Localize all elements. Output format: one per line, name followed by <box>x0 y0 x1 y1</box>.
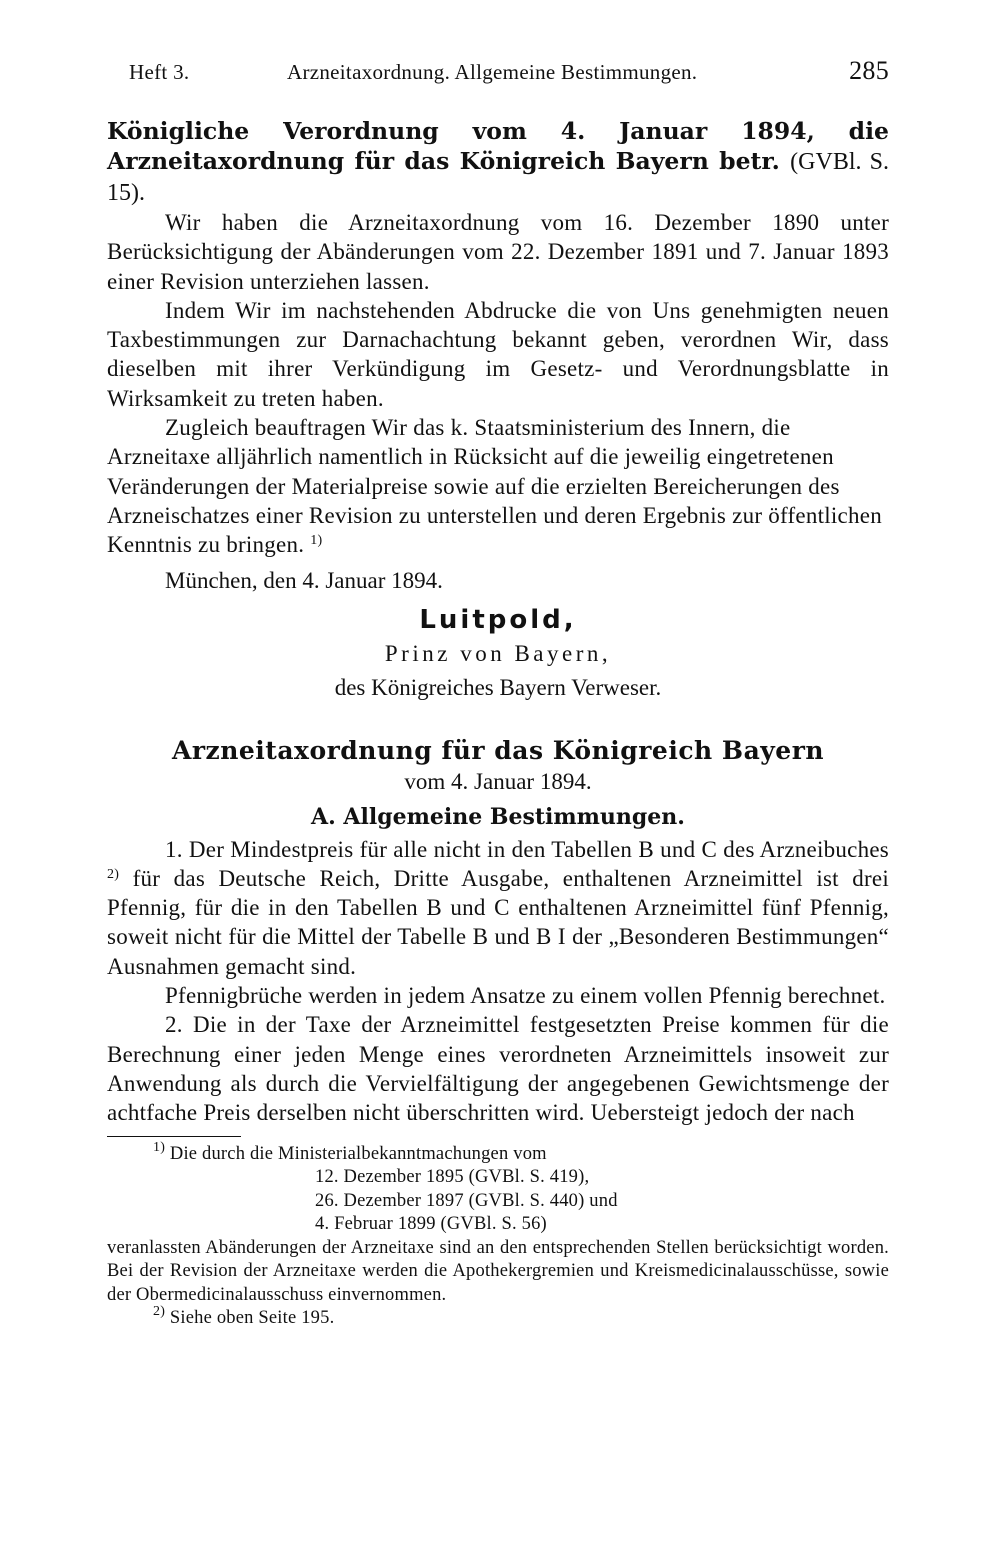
signature-title: Prinz von Bayern, <box>384 640 612 666</box>
footnote-2 <box>107 1304 889 1331</box>
decree-title <box>107 116 889 208</box>
ordinance-paragraph-3: 2. Die in der Taxe der Arzneimittel festgesetzten Preise kommen für die Berechnung einer jeden Menge eines verordneten Arzneimittels insoweit zur Anwendung als durch die Vervielfältigung der angegebenen Gewichtsmenge der achtfache Preis derselben nicht überschritten wird. Uebersteigt jedoch der nach <box>107 1012 889 1126</box>
decree-paragraph-3-text: Zugleich beauftragen Wir das k. Staatsministerium des Innern, die Arzneitaxe alljährlich namentlich in Rücksicht auf die jeweilig eingetretenen Veränderungen der Materialpreise sowie auf die erzielten Bereicherungen des Arzneischatzes einer Revision zu unterstellen und deren Ergebnis zur öffentlichen Kenntnis zu bringen. <box>107 415 882 558</box>
footnote-1-body: veranlassten Abänderungen der Arzneitaxe sind an den entsprechenden Stellen berücksichtigt worden. Bei der Revision der Arzneitaxe werden die Apothekergremien und Kreismedicinalausschüsse, sowie der Obermedicinalausschuss einvernommen. <box>107 1237 889 1305</box>
running-header <box>107 52 889 92</box>
footnote-1-item: 12. Dezember 1895 (GVBl. S. 419), <box>315 1167 590 1188</box>
footnote-1-item: 26. Dezember 1897 (GVBl. S. 440) und <box>315 1190 618 1211</box>
ordinance-subheading: vom 4. Januar 1894. <box>404 768 592 794</box>
footnote-1-item: 4. Februar 1899 (GVBl. S. 56) <box>315 1214 547 1235</box>
decree-date-line: München, den 4. Januar 1894. <box>165 567 443 593</box>
document-page <box>107 52 889 1331</box>
decree-title-text: Königliche Verordnung vom 4. Januar 1894, die Arzneitaxordnung für das Königreich Bayern betr. <box>107 117 889 175</box>
signature-role: des Königreiches Bayern Verweser. <box>334 674 662 700</box>
footnote-ref-1: 1) <box>310 533 323 549</box>
ordinance-paragraph-1 <box>107 835 889 981</box>
decree-paragraph-1: Wir haben die Arzneitaxordnung vom 16. Dezember 1890 unter Berücksichtigung der Abänderungen vom 22. Dezember 1891 und 7. Januar 1893 einer Revision unterziehen lassen. <box>107 210 889 294</box>
ordinance-paragraph-2: Pfennigbrüche werden in jedem Ansatze zu einem vollen Pfennig berechnet. <box>165 983 886 1009</box>
ordinance-heading: Arzneitaxordnung für das Königreich Bayern <box>171 735 825 765</box>
footnote-1-intro <box>107 1139 889 1167</box>
signature-name: Luitpold, <box>419 604 577 635</box>
footnote-ref-2: 2) <box>107 866 120 882</box>
footnote-2-text: Siehe oben Seite 195. <box>169 1308 335 1329</box>
header-issue: Heft 3. <box>129 60 190 84</box>
decree-paragraph-2: Indem Wir im nachstehenden Abdrucke die von Uns genehmigten neuen Taxbestimmungen zur Darnachachtung bekannt geben, verordnen Wir, dass dieselben mit ihrer Verkündigung im Gesetz- und Verordnungsblatte in Wirksamkeit zu treten haben. <box>107 297 889 411</box>
footnote-1-intro-text: Die durch die Ministerialbekanntmachungen vom <box>169 1143 547 1164</box>
decree-paragraph-3 <box>107 413 889 559</box>
footnote-1-marker: 1) <box>153 1139 166 1155</box>
ordinance-paragraph-1-part1: 1. Der Mindestpreis für alle nicht in den Tabellen B und C des Arzneibuches <box>165 836 889 862</box>
header-title: Arzneitaxordnung. Allgemeine Bestimmungen. <box>287 60 698 84</box>
footnote-2-marker: 2) <box>153 1304 166 1320</box>
page-number: 285 <box>849 56 889 85</box>
ordinance-paragraph-1-part2: für das Deutsche Reich, Dritte Ausgabe, enthaltenen Arzneimittel ist drei Pfennig, für die in den Tabellen B und C enthaltenen Arzneimittel fünf Pfennig, soweit nicht für die Mittel der Tabelle B und B I der „Besonderen Bestimmungen“ Ausnahmen gemacht sind. <box>107 865 889 979</box>
decree-title-reference: (GVBl. S. 15). <box>107 149 889 206</box>
section-heading: A. Allgemeine Bestimmungen. <box>311 803 685 830</box>
footnote-divider <box>107 1136 241 1137</box>
